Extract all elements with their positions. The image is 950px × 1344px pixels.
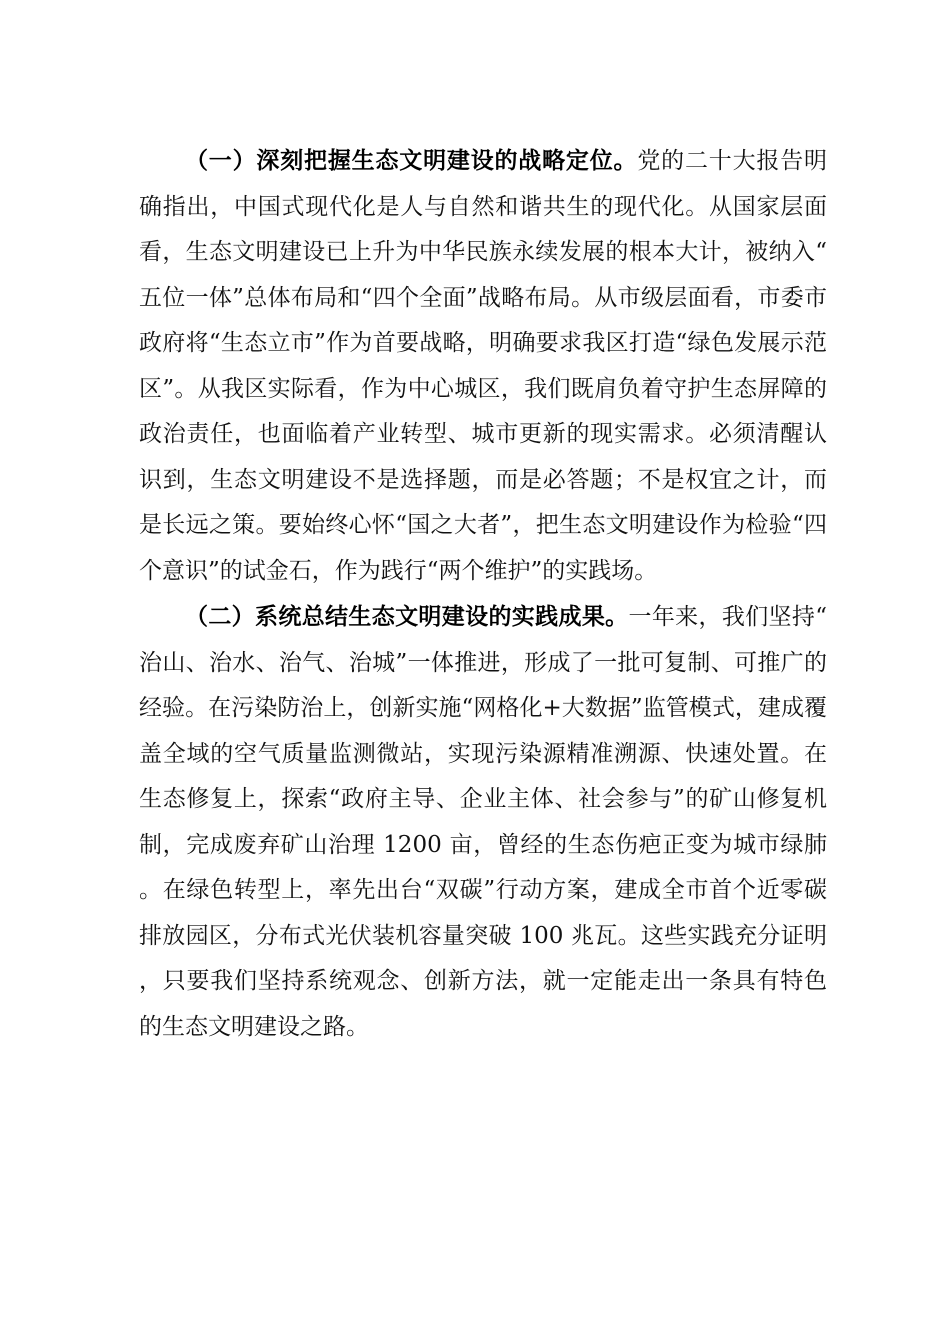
paragraph-1 [139, 138, 827, 594]
paragraph-2-heading: （二）系统总结生态文明建设的实践成果。 [185, 603, 629, 630]
paragraph-1-heading: （一）深刻把握生态文明建设的战略定位。 [185, 147, 638, 174]
document-body [139, 138, 827, 1050]
paragraph-2-text: 一年来，我们坚持“治山、治水、治气、治城”一体推进，形成了一批可复制、可推广的经验。在污染防治上，创新实施“网格化+大数据”监管模式，建成覆盖全域的空气质量监测微站，实现污染源精准溯源、快速处置。在生态修复上，探索“政府主导、企业主体、社会参与”的矿山修复机制，完成废弃矿山治理 1200 亩，曾经的生态伤疤正变为城市绿肺。在绿色转型上，率先出台“双碳”行动方案，建成全市首个近零碳排放园区，分布式光伏装机容量突破 100 兆瓦。这些实践充分证明，只要我们坚持系统观念、创新方法，就一定能走出一条具有特色的生态文明建设之路。 [139, 604, 827, 1040]
paragraph-2 [139, 594, 827, 1050]
paragraph-1-text: 党的二十大报告明确指出，中国式现代化是人与自然和谐共生的现代化。从国家层面看，生态文明建设已上升为中华民族永续发展的根本大计，被纳入“五位一体”总体布局和“四个全面”战略布局。从市级层面看，市委市政府将“生态立市”作为首要战略，明确要求我区打造“绿色发展示范区”。从我区实际看，作为中心城区，我们既肩负着守护生态屏障的政治责任，也面临着产业转型、城市更新的现实需求。必须清醒认识到，生态文明建设不是选择题，而是必答题；不是权宜之计，而是长远之策。要始终心怀“国之大者”，把生态文明建设作为检验“四个意识”的试金石，作为践行“两个维护”的实践场。 [139, 148, 828, 584]
